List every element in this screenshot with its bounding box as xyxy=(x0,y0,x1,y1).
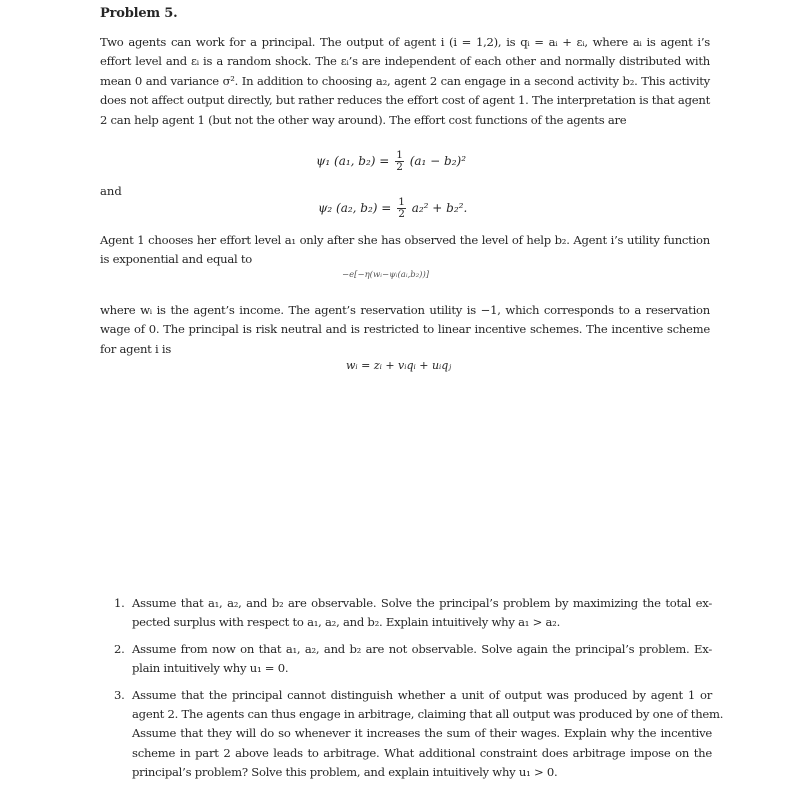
income-paragraph xyxy=(100,301,710,359)
fraction-denominator: 2 xyxy=(398,208,405,220)
and-text: and xyxy=(100,184,122,198)
question-line: Assume that a₁, a₂, and b₂ are observable. Solve the principal’s problem by maximizing the total ex- xyxy=(132,596,712,610)
intro-line: mean 0 and variance σ². In addition to choosing a₂, agent 2 can engage in a second activity b₂. This activity xyxy=(100,73,710,88)
intro-paragraph xyxy=(100,33,710,130)
intro-line: effort level and εᵢ is a random shock. The εᵢ’s are independent of each other and normally distributed with xyxy=(100,54,710,69)
incentive-scheme-equation: wᵢ = zᵢ + vᵢqᵢ + uᵢqⱼ xyxy=(346,359,452,372)
income-line: wage of 0. The principal is risk neutral and is restricted to linear incentive schemes. The incentive scheme xyxy=(100,322,710,337)
question-line: agent 2. The agents can thus engage in arbitrage, claiming that all output was produced by one of them. xyxy=(132,707,724,722)
question-item xyxy=(114,686,724,783)
question-number: 1. xyxy=(114,596,125,610)
fraction-numerator: 1 xyxy=(396,149,403,161)
question-line: plain intuitively why u₁ = 0. xyxy=(132,661,289,676)
utility-line: is exponential and equal to xyxy=(100,252,253,267)
question-line: pected surplus with respect to a₁, a₂, and b₂. Explain intuitively why a₁ > a₂. xyxy=(132,615,561,630)
equation2-rhs: a₂² + b₂². xyxy=(411,201,468,215)
half-fraction xyxy=(395,150,404,173)
question-item xyxy=(114,640,712,679)
question-number: 3. xyxy=(114,687,125,702)
equation1-lhs: ψ₁ (a₁, b₂) = xyxy=(316,154,390,168)
question-list xyxy=(114,594,724,790)
intro-line: does not affect output directly, but rather reduces the effort cost of agent 1. The interpretation is that agent xyxy=(100,93,710,108)
question-line: scheme in part 2 above leads to arbitrage. What additional constraint does arbitrage impose on the xyxy=(132,745,712,760)
question-number: 2. xyxy=(114,641,125,656)
question-line: Assume that they will do so whenever it increases the sum of their wages. Explain why the incentive xyxy=(132,726,712,741)
fraction-denominator: 2 xyxy=(396,161,403,173)
effort-cost-equation-1 xyxy=(316,150,466,173)
intro-line: Two agents can work for a principal. The output of agent i (i = 1,2), is qᵢ = aᵢ + εᵢ, where aᵢ is agent i’s xyxy=(100,35,710,49)
intro-line: 2 can help agent 1 (but not the other way around). The effort cost functions of the agents are xyxy=(100,112,627,127)
question-line: Assume from now on that a₁, a₂, and b₂ are not observable. Solve again the principal’s problem. Ex- xyxy=(132,641,712,656)
half-fraction xyxy=(397,197,406,220)
question-item xyxy=(114,594,712,633)
utility-function-equation: −e[−η(wᵢ−ψᵢ(aᵢ,b₂))] xyxy=(342,270,430,280)
equation1-rhs: (a₁ − b₂)² xyxy=(409,154,467,168)
utility-line: Agent 1 chooses her effort level a₁ only after she has observed the level of help b₂. Agent i’s utility function xyxy=(100,233,710,247)
effort-cost-equation-2 xyxy=(318,197,467,220)
problem-title: Problem 5. xyxy=(100,6,178,21)
fraction-numerator: 1 xyxy=(398,196,405,208)
question-line: Assume that the principal cannot distinguish whether a unit of output was produced by agent 1 or xyxy=(132,687,712,702)
income-line: for agent i is xyxy=(100,341,172,356)
equation2-lhs: ψ₂ (a₂, b₂) = xyxy=(318,201,392,215)
question-line: principal’s problem? Solve this problem, and explain intuitively why u₁ > 0. xyxy=(132,765,558,780)
utility-paragraph xyxy=(100,231,710,270)
income-line: where wᵢ is the agent’s income. The agent’s reservation utility is −1, which corresponds to a reservation xyxy=(100,303,710,317)
